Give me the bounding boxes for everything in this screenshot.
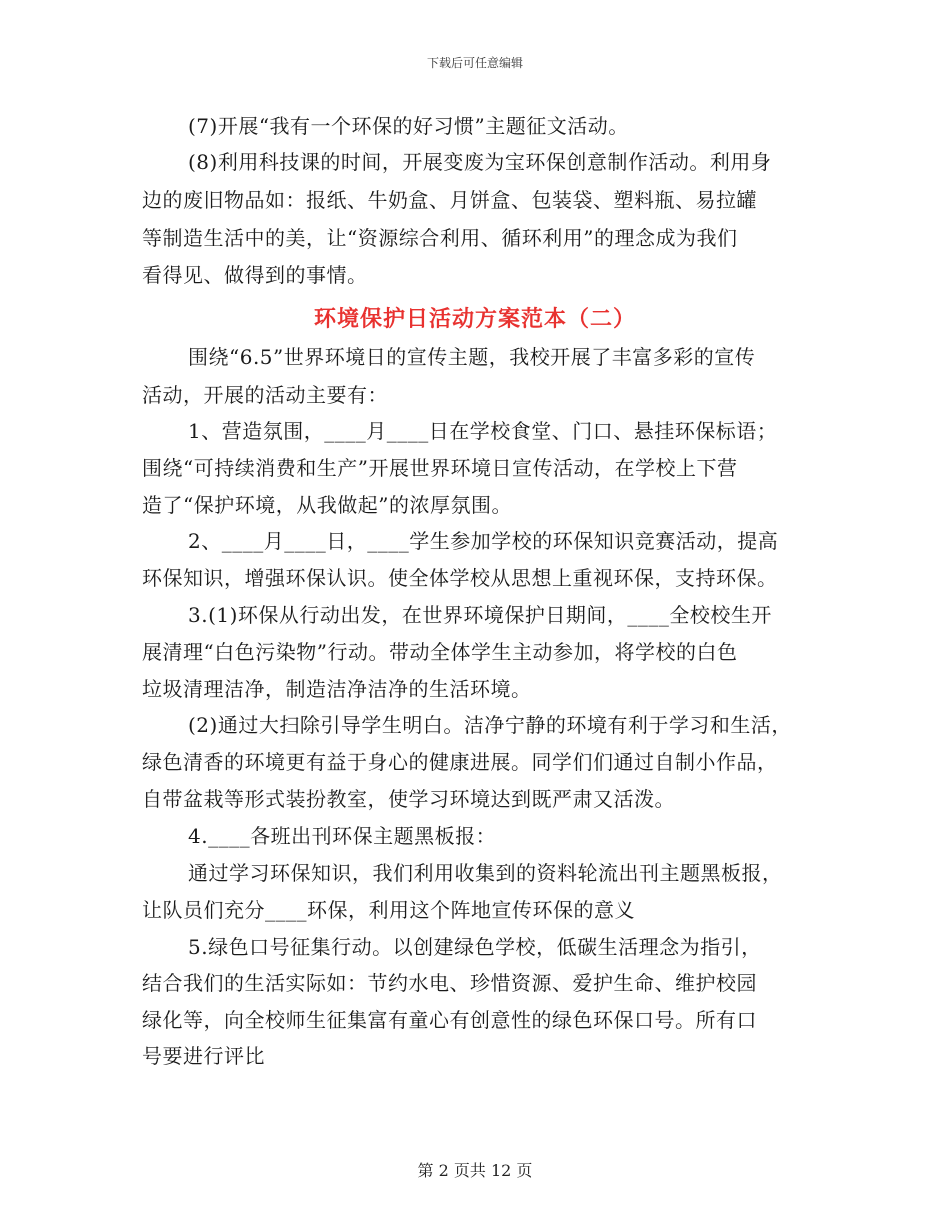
- text-line: 让队员们充分____环保，利用这个阵地宣传环保的意义: [142, 898, 635, 922]
- text-line: 造了“保护环境，从我做起”的浓厚氛围。: [142, 493, 512, 517]
- text-line: 围绕“可持续消费和生产”开展世界环境日宣传活动，在学校上下营: [142, 456, 738, 480]
- page-header: 下载后可任意编辑: [426, 56, 523, 70]
- text-line: 3.(1)环保从行动出发，在世界环境保护日期间，____全校校生开: [188, 603, 772, 627]
- text-line: 围绕“6.5”世界环境日的宣传主题，我校开展了丰富多彩的宣传: [188, 345, 756, 369]
- text-line: (7)开展“我有一个环保的好习惯”主题征文活动。: [188, 114, 629, 138]
- text-line: 通过学习环保知识，我们利用收集到的资料轮流出刊主题黑板报，: [188, 861, 783, 885]
- text-line: 边的废旧物品如：报纸、牛奶盒、月饼盒、包装袋、塑料瓶、易拉罐: [142, 188, 757, 212]
- text-line: 4.____各班出刊环保主题黑板报：: [188, 824, 497, 848]
- text-line: 1、营造氛围，____月____日在学校食堂、门口、悬挂环保标语；: [188, 419, 778, 443]
- text-line: 垃圾清理洁净，制造洁净洁净的生活环境。: [142, 677, 532, 701]
- text-line: (2)通过大扫除引导学生明白。洁净宁静的环境有利于学习和生活，: [188, 713, 792, 737]
- page-footer: 第 2 页共 12 页: [417, 1161, 533, 1180]
- text-line: 看得见、做得到的事情。: [142, 263, 368, 287]
- text-line: 号要进行评比: [142, 1044, 265, 1068]
- text-line: 自带盆栽等形式装扮教室，使学习环境达到既严肃又活泼。: [142, 787, 675, 811]
- section-title: 环境保护日活动方案范本（二）: [313, 306, 636, 332]
- text-line: 2、____月____日，____学生参加学校的环保知识竞赛活动，提高: [188, 529, 779, 553]
- text-line: 绿化等，向全校师生征集富有童心有创意性的绿色环保口号。所有口: [142, 1008, 757, 1032]
- text-line: 等制造生活中的美，让“资源综合利用、循环利用”的理念成为我们: [142, 226, 738, 250]
- text-line: (8)利用科技课的时间，开展变废为宝环保创意制作活动。利用身: [188, 150, 772, 174]
- text-line: 活动，开展的活动主要有：: [142, 383, 388, 407]
- text-line: 绿色清香的环境更有益于身心的健康进展。同学们们通过自制小作品，: [142, 750, 778, 774]
- text-line: 5.绿色口号征集行动。以创建绿色学校，低碳生活理念为指引，: [188, 935, 762, 959]
- text-line: 结合我们的生活实际如：节约水电、珍惜资源、爱护生命、维护校园: [142, 971, 757, 995]
- text-line: 展清理“白色污染物”行动。带动全体学生主动参加，将学校的白色: [142, 640, 738, 664]
- text-line: 环保知识，增强环保认识。使全体学校从思想上重视环保，支持环保。: [142, 566, 778, 590]
